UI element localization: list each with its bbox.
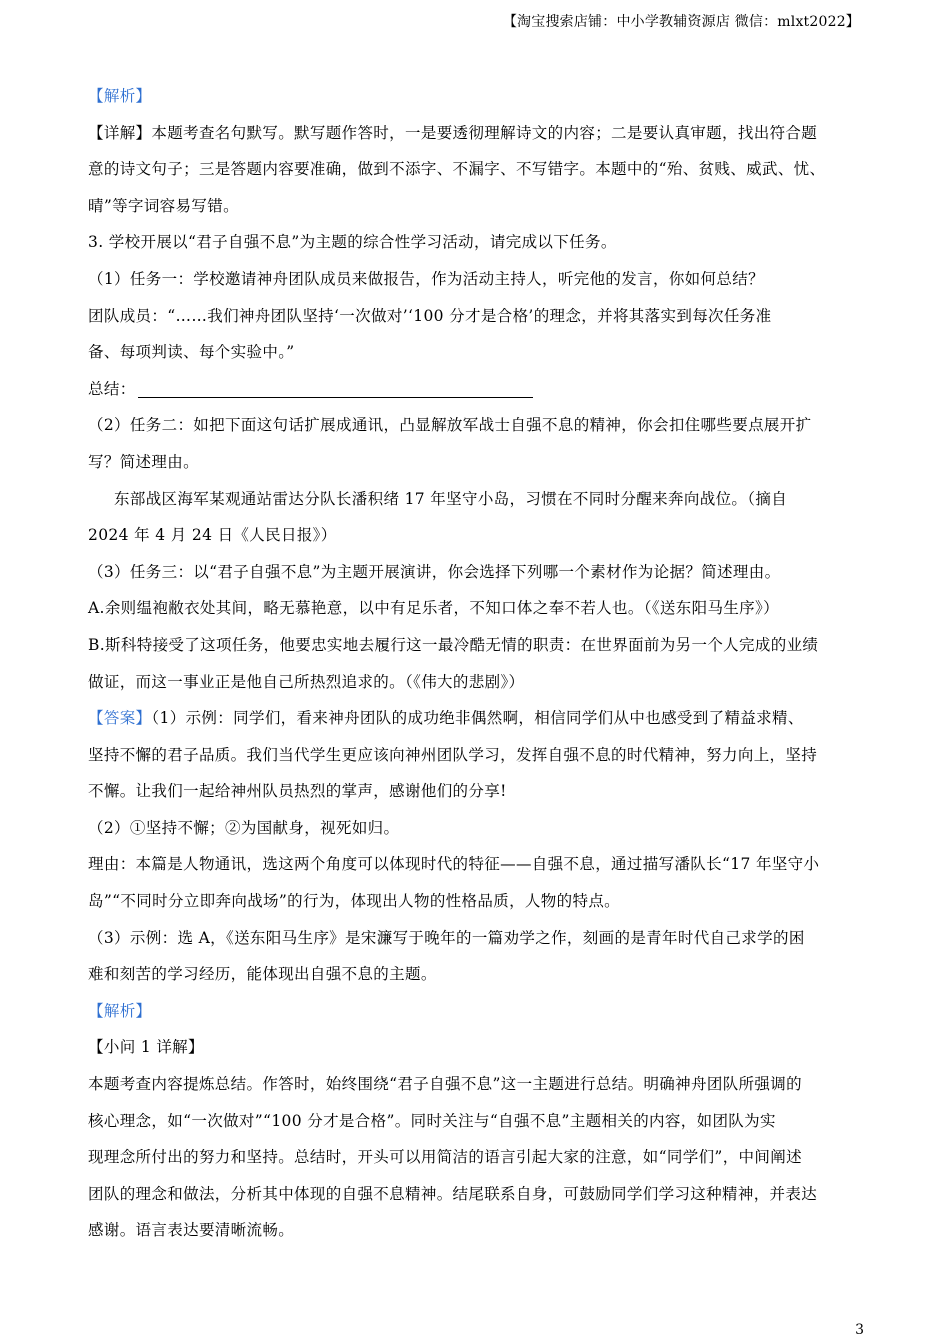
- option-b: B.斯科特接受了这项任务，他要忠实地去履行这一最冷酷无情的职责：在世界面前为另一个人完成的业绩: [88, 635, 819, 654]
- answer-2: （2）①坚持不懈；②为国献身，视死如归。: [88, 818, 400, 837]
- answer-1: 坚持不懈的君子品质。我们当代学生更应该向神州团队学习，发挥自强不息的时代精神，努力向上，坚持: [88, 745, 818, 764]
- answer-3: （3）示例：选 A，《送东阳马生序》是宋濂写于晚年的一篇劝学之作，刻画的是青年时代自己求学的困: [88, 928, 805, 947]
- detail-line: 【详解】本题考查名句默写。默写题作答时，一是要透彻理解诗文的内容；二是要认真审题，找出符合题: [88, 123, 818, 142]
- detail-line: 晴”等字词容易写错。: [88, 196, 239, 215]
- task-2: 写？简述理由。: [88, 452, 199, 471]
- answer-1: 不懈。让我们一起给神州队员热烈的掌声，感谢他们的分享!: [88, 782, 507, 801]
- answer-2-reason: 岛”“不同时分立即奔向战场”的行为，体现出人物的性格品质，人物的特点。: [88, 892, 621, 911]
- analysis-paragraph: 团队的理念和做法，分析其中体现的自强不息精神。结尾联系自身，可鼓励同学们学习这种精神，并表达: [88, 1184, 818, 1203]
- task-3: （3）任务三：以“君子自强不息”为主题开展演讲，你会选择下列哪一个素材作为论据？简述理由。: [88, 562, 781, 581]
- page-header: 【淘宝搜索店铺：中小学教辅资源店 微信：mlxt2022】: [502, 14, 860, 30]
- team-member-quote: 团队成员：“……我们神舟团队坚持‘一次做对’‘100 分才是合格’的理念，并将其落实到每次任务准: [88, 306, 772, 325]
- answer-2-reason: 理由：本篇是人物通讯，选这两个角度可以体现时代的特征——自强不息，通过描写潘队长“17 年坚守小: [88, 855, 820, 874]
- detail-line: 意的诗文句子；三是答题内容要准确，做到不添字、不漏字、不写错字。本题中的“殆、贫贱、威武、忧、: [88, 160, 826, 179]
- team-member-quote: 备、每项判读、每个实验中。”: [88, 343, 295, 362]
- answer-1: [88, 700, 868, 737]
- task-2: （2）任务二：如把下面这句话扩展成通讯，凸显解放军战士自强不息的精神，你会扣住哪些要点展开扩: [88, 416, 812, 435]
- news-quote: 2024 年 4 月 24 日《人民日报》）: [88, 526, 337, 545]
- document-body: [88, 78, 868, 1249]
- answer-1-text: （1）示例：同学们，看来神舟团队的成功绝非偶然啊，相信同学们从中也感受到了精益求精、: [151, 709, 804, 728]
- analysis-paragraph: 感谢。语言表达要清晰流畅。: [88, 1221, 295, 1240]
- page-number: 3: [855, 1322, 864, 1338]
- analysis-tag: 【解析】: [88, 87, 152, 105]
- news-quote: 东部战区海军某观通站雷达分队长潘积绪 17 年坚守小岛，习惯在不同时分醒来奔向战位。（摘自: [114, 489, 788, 508]
- analysis-paragraph: 核心理念，如“一次做对”“100 分才是合格”。同时关注与“自强不息”主题相关的内容，如团队为实: [88, 1111, 776, 1130]
- task-1: （1）任务一：学校邀请神舟团队成员来做报告，作为活动主持人，听完他的发言，你如何总结？: [88, 269, 764, 288]
- option-a: A.余则缊袍敝衣处其间，略无慕艳意，以中有足乐者，不知口体之奉不若人也。（《送东阳马生序》）: [88, 599, 779, 618]
- summary-label: 总结：: [88, 379, 136, 398]
- analysis-paragraph: 现理念所付出的努力和坚持。总结时，开头可以用简洁的语言引起大家的注意，如“同学们”，中间阐述: [88, 1148, 802, 1167]
- answer-3: 难和刻苦的学习经历，能体现出自强不息的主题。: [88, 965, 437, 984]
- option-b: 做证，而这一事业正是他自己所热烈追求的。（《伟大的悲剧》）: [88, 672, 525, 691]
- sub-question-title: 【小问 1 详解】: [88, 1038, 204, 1057]
- analysis-paragraph: 本题考查内容提炼总结。作答时，始终围绕“君子自强不息”这一主题进行总结。明确神舟团队所强调的: [88, 1075, 802, 1094]
- answer-tag: 【答案】: [88, 709, 152, 728]
- analysis-tag: 【解析】: [88, 1001, 152, 1020]
- question-3-title: 3. 学校开展以“君子自强不息”为主题的综合性学习活动，请完成以下任务。: [88, 233, 617, 252]
- summary-line: [88, 371, 868, 408]
- summary-blank: [138, 379, 533, 398]
